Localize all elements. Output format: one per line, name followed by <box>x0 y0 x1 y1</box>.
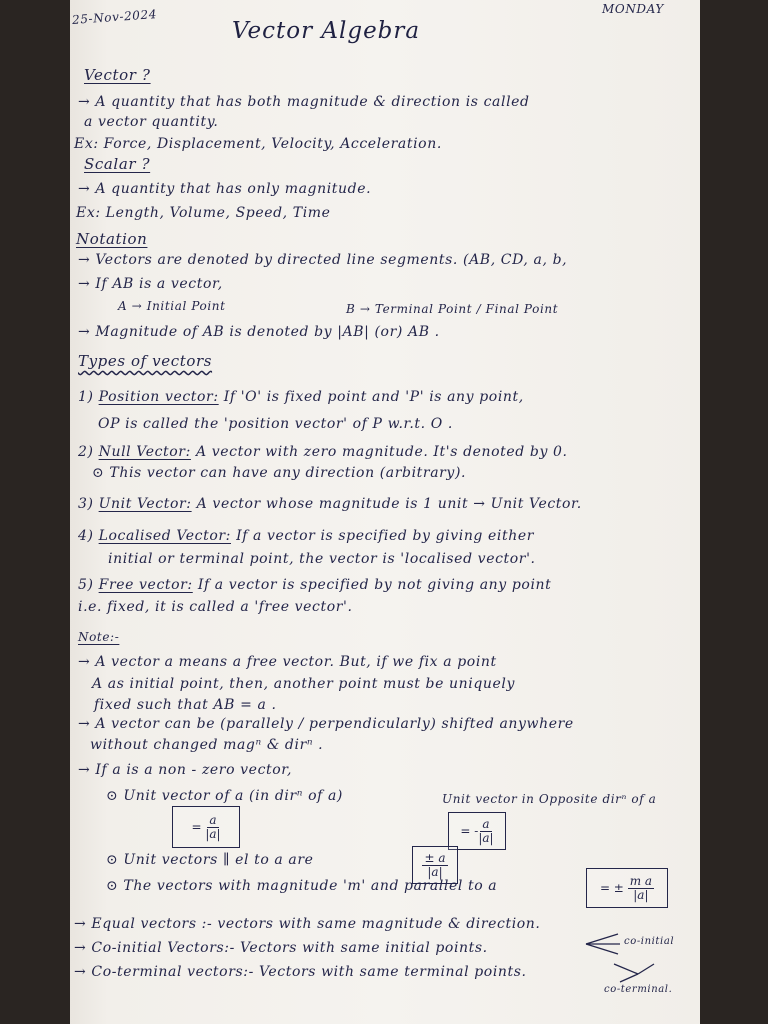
vector-heading: Vector ? <box>84 66 151 84</box>
notation-initial-point: A → Initial Point <box>118 299 226 313</box>
box2-numerator: a <box>482 816 490 831</box>
type4-text-b: initial or terminal point, the vector is 'localised vector'. <box>108 551 536 567</box>
notation-line1: → Vectors are denoted by directed line segments. (AB, CD, a, b, <box>78 252 568 268</box>
box4-numerator: m a <box>629 873 653 888</box>
scalar-heading: Scalar ? <box>84 155 151 173</box>
coinitial-label: co-initial <box>624 936 675 947</box>
box1-numerator: a <box>209 812 217 827</box>
note-line2: A as initial point, then, another point must be uniquely <box>92 676 515 692</box>
note-line4: → A vector can be (parallely / perpendicularly) shifted anywhere <box>78 716 574 732</box>
type2-note: This vector can have any direction (arbitrary). <box>109 465 467 481</box>
type1-text-a: If 'O' is fixed point and 'P' is any point, <box>223 389 524 405</box>
parallel-unit-vectors-line: ⊙ Unit vectors ∥ el to a are <box>106 852 314 868</box>
equal-vectors-def: → Equal vectors :- vectors with same magnitude & direction. <box>74 916 541 932</box>
notation-terminal-point: B → Terminal Point / Final Point <box>346 302 559 316</box>
note-line3: fixed such that AB = a . <box>94 697 277 713</box>
type3: 3) Unit Vector: A vector whose magnitude is 1 unit → Unit Vector. <box>78 496 582 512</box>
coterminal-vectors-def: → Co-terminal vectors:- Vectors with same terminal points. <box>74 964 527 980</box>
type5-text-b: i.e. fixed, it is called a 'free vector'. <box>78 599 353 615</box>
formula-box-unit-vector: = $\frac{a}{|a|}$ <box>172 806 240 848</box>
note-heading: Note:- <box>78 630 120 644</box>
box2-denominator: |a| <box>478 830 494 845</box>
formula-box-opposite-unit-vector <box>448 812 506 850</box>
note-line1: → A vector a means a free vector. But, if we fix a point <box>78 654 497 670</box>
box3-numerator: ± a <box>424 850 446 865</box>
notebook-page <box>70 0 700 1024</box>
coinitial-vectors-def: → Co-initial Vectors:- Vectors with same initial points. <box>74 940 488 956</box>
type2: 2) Null Vector: A vector with zero magnitude. It's denoted by 0. <box>78 444 568 460</box>
types-heading: Types of vectors <box>78 352 213 370</box>
box2-prefix: = - <box>460 824 479 838</box>
day: MONDAY <box>602 2 664 16</box>
note-line6: → If a is a non - zero vector, <box>78 762 293 778</box>
note-line5: without changed magⁿ & dirⁿ . <box>90 737 324 753</box>
scalar-definition: → A quantity that has only magnitude. <box>78 181 372 197</box>
type2-text-b: ⊙ This vector can have any direction (arbitrary). <box>92 465 467 481</box>
box4-denominator: |a| <box>633 887 649 902</box>
vector-definition-line2: a vector quantity. <box>84 114 219 130</box>
type5-text-a: If a vector is specified by not giving any point <box>197 577 552 593</box>
notation-line2: → If AB is a vector, <box>78 276 223 292</box>
unit-vector-line: ⊙ Unit vector of a (in dirⁿ of a) <box>106 788 343 804</box>
type4-label: Localised Vector: <box>98 528 231 544</box>
scalar-examples: Ex: Length, Volume, Speed, Time <box>76 205 331 221</box>
page-title: Vector Algebra <box>232 18 421 44</box>
date: 25-Nov-2024 <box>71 7 158 27</box>
unit-vector-opposite-label: Unit vector in Opposite dirⁿ of a <box>442 792 657 806</box>
type3-text-a: A vector whose magnitude is 1 unit → Unit Vector. <box>196 496 582 512</box>
vector-examples: Ex: Force, Displacement, Velocity, Acceleration. <box>74 136 442 152</box>
type2-text-a: A vector with zero magnitude. It's denoted by 0. <box>195 444 568 460</box>
type3-label: Unit Vector: <box>98 496 192 512</box>
notation-heading: Notation <box>76 230 148 248</box>
type1-text-b: OP is called the 'position vector' of P w.r.t. O . <box>98 416 453 432</box>
box3-denominator: |a| <box>427 864 443 879</box>
type1: 1) Position vector: If 'O' is fixed point and 'P' is any point, <box>78 389 524 405</box>
magnitude-m-vectors-line: ⊙ The vectors with magnitude 'm' and parallel to a <box>106 878 498 894</box>
coterminal-sketch-icon <box>610 960 660 984</box>
coinitial-sketch-icon <box>582 932 622 956</box>
formula-box-magnitude-m <box>586 868 668 908</box>
type5: 5) Free vector: If a vector is specified by not giving any point <box>78 577 552 593</box>
type5-label: Free vector: <box>98 577 193 593</box>
type1-label: Position vector: <box>98 389 219 405</box>
type2-label: Null Vector: <box>98 444 191 460</box>
coterminal-label: co-terminal. <box>604 984 673 995</box>
notation-line4: → Magnitude of AB is denoted by |AB| (or) AB . <box>78 324 440 340</box>
box1-denominator: |a| <box>205 826 221 841</box>
type4-text-a: If a vector is specified by giving either <box>236 528 535 544</box>
type4: 4) Localised Vector: If a vector is specified by giving either <box>78 528 535 544</box>
vector-definition-line1: → A quantity that has both magnitude & direction is called <box>78 94 530 110</box>
box4-prefix: = ± <box>599 881 624 895</box>
